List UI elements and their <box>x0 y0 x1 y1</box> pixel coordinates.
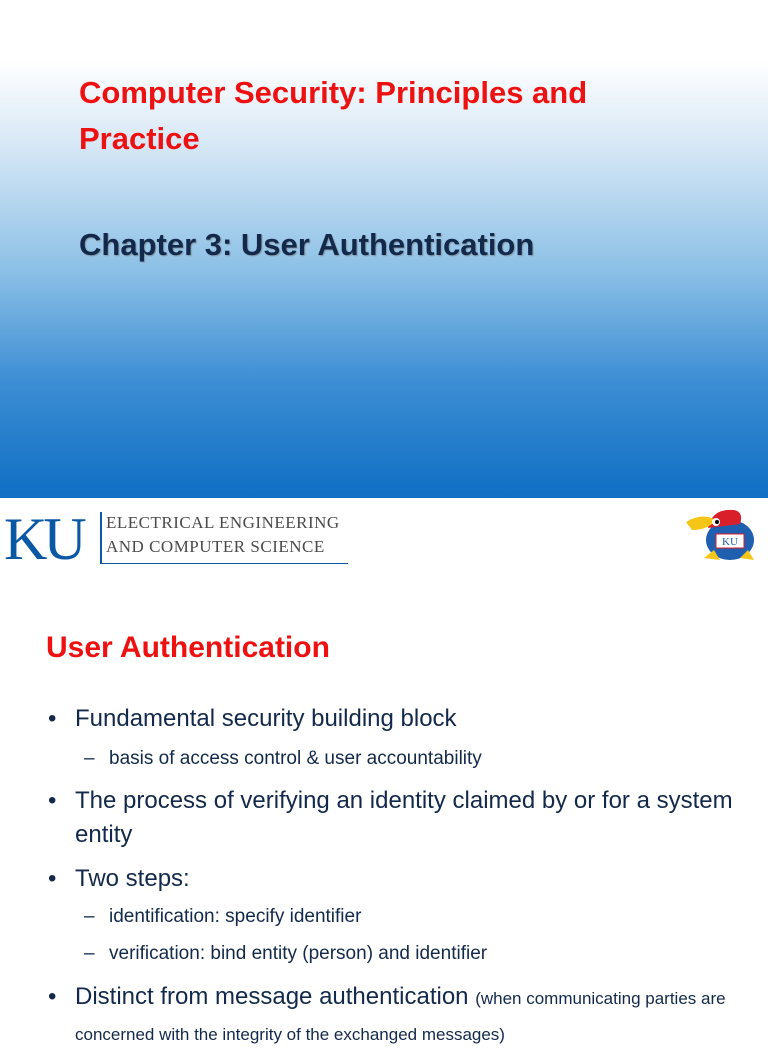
course-title <box>79 70 719 162</box>
mascot-badge-text: KU <box>722 536 738 548</box>
jayhawk-mascot-icon <box>682 500 762 566</box>
sub-bullet-marker: – <box>84 748 95 769</box>
bullet-marker: • <box>48 705 57 732</box>
department-name-line1: ELECTRICAL ENGINEERING <box>106 513 340 532</box>
bullet-marker: • <box>48 865 57 892</box>
bullet-text: Distinct from message authentication <box>75 983 469 1010</box>
bullet-note: (when communicating parties are concerned with the integrity of the exchanged messages) <box>75 989 726 1044</box>
bullet-marker: • <box>48 983 57 1010</box>
bullet-text: Fundamental security building block <box>75 705 457 732</box>
sub-bullet-text: identification: specify identifier <box>109 906 362 927</box>
bullet-marker: • <box>48 787 57 814</box>
sub-bullet-text: basis of access control & user accountability <box>109 748 482 769</box>
bullet-text: Two steps: <box>75 865 190 892</box>
sub-bullet-marker: – <box>84 943 95 964</box>
sub-bullet-marker: – <box>84 906 95 927</box>
department-underline <box>102 563 348 564</box>
department-name-line2: AND COMPUTER SCIENCE <box>106 537 325 556</box>
bullet-text: The process of verifying an identity claimed by or for a system entity <box>75 787 733 848</box>
course-title-line1: Computer Security: Principles and <box>79 75 588 110</box>
bullet-text-block <box>75 980 755 1052</box>
chapter-title: Chapter 3: User Authentication <box>79 227 535 262</box>
sub-bullet-text: verification: bind entity (person) and identifier <box>109 943 488 964</box>
ku-logo: KU <box>4 506 83 572</box>
logo-divider <box>100 512 102 564</box>
course-title-line2: Practice <box>79 121 200 156</box>
section-title: User Authentication <box>46 631 330 664</box>
